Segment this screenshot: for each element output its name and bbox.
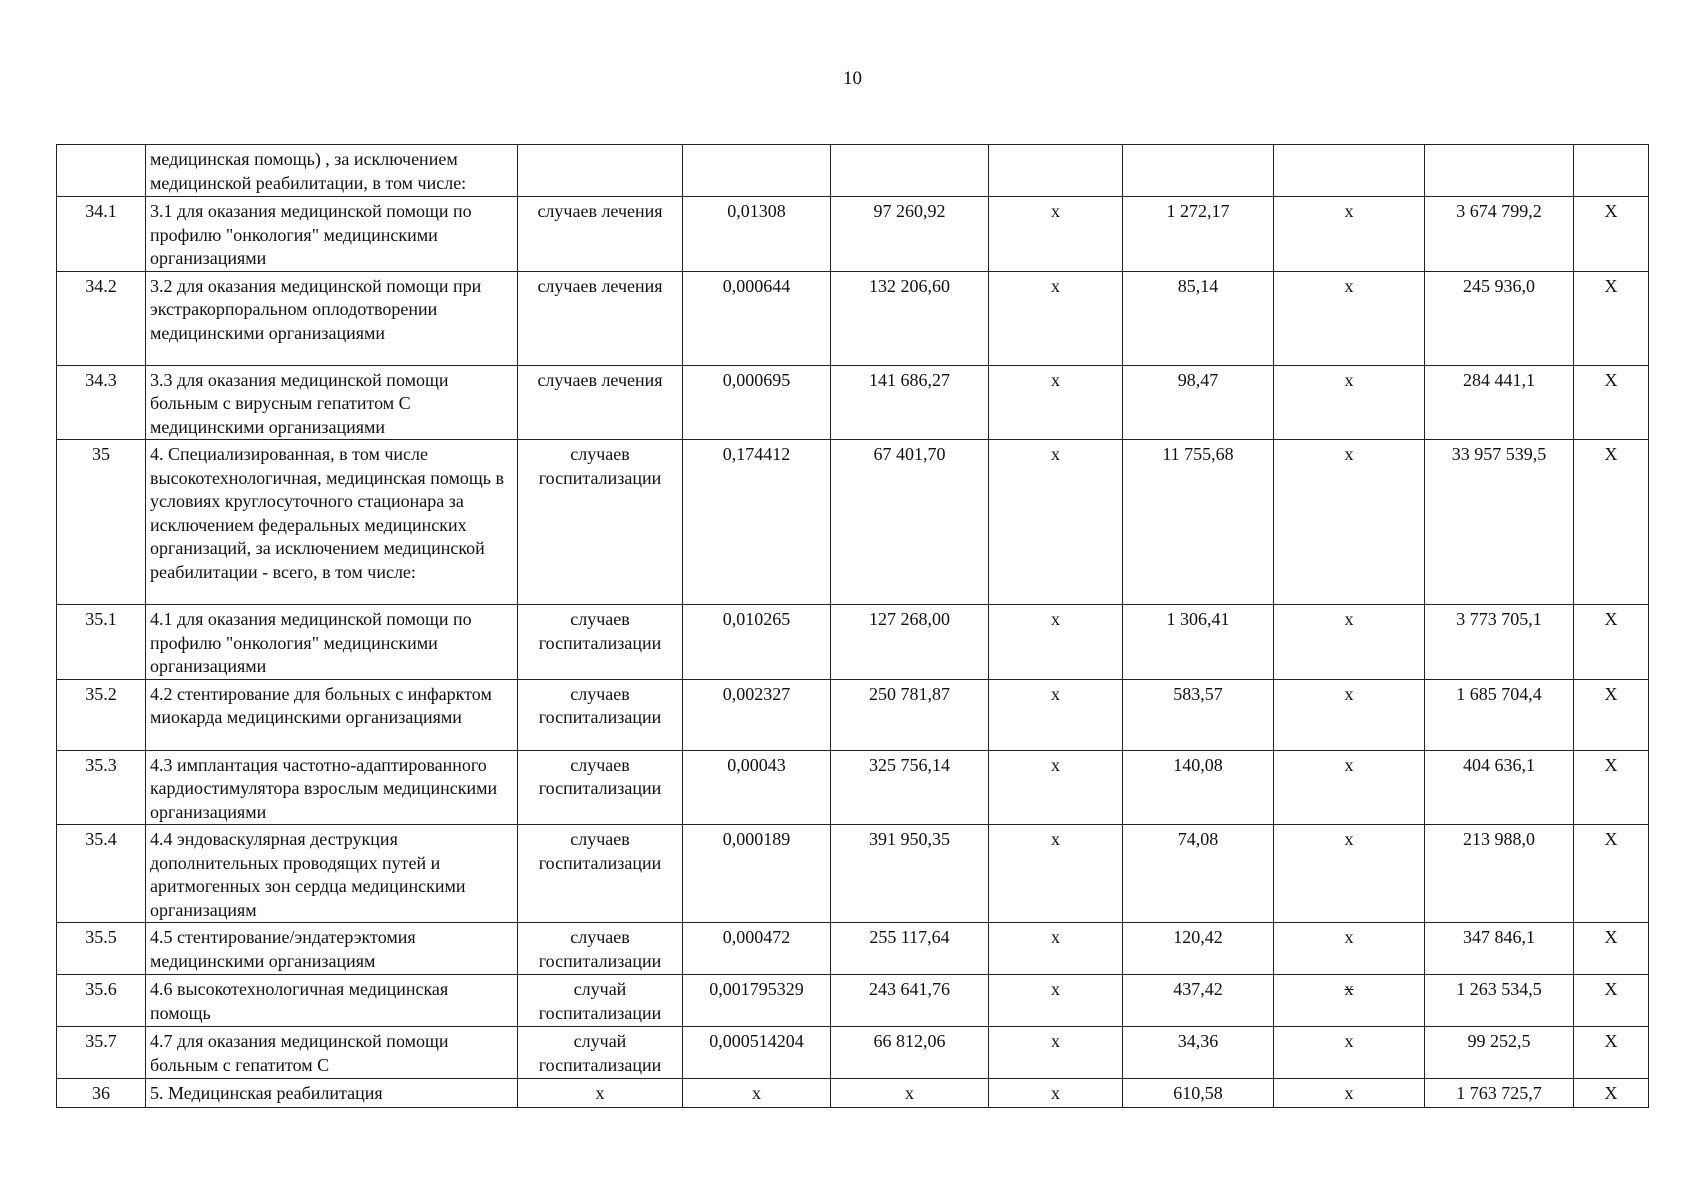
cost-cell: 243 641,76 bbox=[831, 975, 989, 1027]
row-name: 5. Медицинская реабилитация bbox=[146, 1079, 518, 1108]
x1-cell bbox=[989, 145, 1123, 197]
per-capita-cell: 98,47 bbox=[1123, 365, 1274, 440]
per-capita-cell: 34,36 bbox=[1123, 1027, 1274, 1079]
unit-cell: х bbox=[518, 1079, 683, 1108]
x2-cell: х bbox=[1274, 975, 1425, 1027]
row-number: 35.5 bbox=[57, 923, 146, 975]
x2-cell: х bbox=[1274, 679, 1425, 750]
x1-cell: х bbox=[989, 271, 1123, 365]
per-capita-cell: 583,57 bbox=[1123, 679, 1274, 750]
unit-cell: случаев лечения bbox=[518, 365, 683, 440]
row-name: 3.3 для оказания медицинской помощи больным с вирусным гепатитом С медицинскими организациями bbox=[146, 365, 518, 440]
unit-cell: случаев госпитализации bbox=[518, 605, 683, 680]
mark-cell: Х bbox=[1574, 923, 1649, 975]
per-capita-cell: 610,58 bbox=[1123, 1079, 1274, 1108]
unit-cell: случаев госпитализации bbox=[518, 679, 683, 750]
table-row bbox=[57, 605, 1649, 680]
row-name: 4.5 стентирование/эндатерэктомия медицинскими организациям bbox=[146, 923, 518, 975]
x1-cell: х bbox=[989, 679, 1123, 750]
row-name: 3.1 для оказания медицинской помощи по профилю "онкология" медицинскими организациями bbox=[146, 197, 518, 272]
cost-cell: 66 812,06 bbox=[831, 1027, 989, 1079]
unit-cell: случаев госпитализации bbox=[518, 440, 683, 605]
cost-cell: 67 401,70 bbox=[831, 440, 989, 605]
row-name: 4. Специализированная, в том числе высокотехнологичная, медицинская помощь в условиях круглосуточного стационара за исключением федеральных медицинских организаций, за исключением медицинской реабилитации - всего, в том числе: bbox=[146, 440, 518, 605]
total-cell: 3 773 705,1 bbox=[1425, 605, 1574, 680]
unit-cell: случай госпитализации bbox=[518, 1027, 683, 1079]
mark-cell: Х bbox=[1574, 975, 1649, 1027]
x1-cell: х bbox=[989, 440, 1123, 605]
norm-cell: 0,174412 bbox=[683, 440, 831, 605]
norm-cell: х bbox=[683, 1079, 831, 1108]
page-number: 10 bbox=[843, 68, 862, 89]
cost-cell: 250 781,87 bbox=[831, 679, 989, 750]
x2-cell: х bbox=[1274, 1027, 1425, 1079]
x2-cell: х bbox=[1274, 750, 1425, 825]
norm-cell: 0,002327 bbox=[683, 679, 831, 750]
cost-cell: 132 206,60 bbox=[831, 271, 989, 365]
row-number: 35.1 bbox=[57, 605, 146, 680]
total-cell: 33 957 539,5 bbox=[1425, 440, 1574, 605]
total-cell: 213 988,0 bbox=[1425, 825, 1574, 923]
mark-cell: Х bbox=[1574, 1027, 1649, 1079]
total-cell: 245 936,0 bbox=[1425, 271, 1574, 365]
per-capita-cell: 11 755,68 bbox=[1123, 440, 1274, 605]
per-capita-cell: 437,42 bbox=[1123, 975, 1274, 1027]
cost-cell: 325 756,14 bbox=[831, 750, 989, 825]
row-name: 4.7 для оказания медицинской помощи больным с гепатитом С bbox=[146, 1027, 518, 1079]
total-cell: 3 674 799,2 bbox=[1425, 197, 1574, 272]
mark-cell bbox=[1574, 145, 1649, 197]
unit-cell bbox=[518, 145, 683, 197]
row-name: 4.1 для оказания медицинской помощи по профилю "онкология" медицинскими организациями bbox=[146, 605, 518, 680]
x1-cell: х bbox=[989, 975, 1123, 1027]
norm-cell: 0,000644 bbox=[683, 271, 831, 365]
table-row bbox=[57, 679, 1649, 750]
x1-cell: х bbox=[989, 605, 1123, 680]
unit-cell: случаев лечения bbox=[518, 197, 683, 272]
x1-cell: х bbox=[989, 825, 1123, 923]
mark-cell: Х bbox=[1574, 365, 1649, 440]
total-cell: 1 685 704,4 bbox=[1425, 679, 1574, 750]
mark-cell: Х bbox=[1574, 440, 1649, 605]
table-row bbox=[57, 825, 1649, 923]
unit-cell: случай госпитализации bbox=[518, 975, 683, 1027]
x1-cell: х bbox=[989, 750, 1123, 825]
cost-cell: 97 260,92 bbox=[831, 197, 989, 272]
total-cell: 1 263 534,5 bbox=[1425, 975, 1574, 1027]
mark-cell: Х bbox=[1574, 750, 1649, 825]
norm-cell: 0,000189 bbox=[683, 825, 831, 923]
cost-cell: 391 950,35 bbox=[831, 825, 989, 923]
row-number: 35.6 bbox=[57, 975, 146, 1027]
row-name: 4.6 высокотехнологичная медицинская помощь bbox=[146, 975, 518, 1027]
per-capita-cell: 120,42 bbox=[1123, 923, 1274, 975]
cost-cell bbox=[831, 145, 989, 197]
row-name: 4.3 имплантация частотно-адаптированного кардиостимулятора взрослым медицинскими организациями bbox=[146, 750, 518, 825]
per-capita-cell bbox=[1123, 145, 1274, 197]
table-row bbox=[57, 271, 1649, 365]
unit-cell: случаев госпитализации bbox=[518, 750, 683, 825]
norm-cell: 0,00043 bbox=[683, 750, 831, 825]
mark-cell: Х bbox=[1574, 1079, 1649, 1108]
norm-cell: 0,000472 bbox=[683, 923, 831, 975]
x2-cell: х bbox=[1274, 440, 1425, 605]
x2-cell: х bbox=[1274, 1079, 1425, 1108]
x2-cell: х bbox=[1274, 365, 1425, 440]
x2-cell: х bbox=[1274, 271, 1425, 365]
unit-cell: случаев госпитализации bbox=[518, 825, 683, 923]
cost-cell: 127 268,00 bbox=[831, 605, 989, 680]
per-capita-cell: 1 306,41 bbox=[1123, 605, 1274, 680]
x2-cell: х bbox=[1274, 605, 1425, 680]
norm-cell: 0,001795329 bbox=[683, 975, 831, 1027]
table-row bbox=[57, 1079, 1649, 1108]
x1-cell: х bbox=[989, 365, 1123, 440]
table-body bbox=[57, 145, 1649, 1108]
data-table bbox=[56, 144, 1649, 1108]
per-capita-cell: 140,08 bbox=[1123, 750, 1274, 825]
table-row bbox=[57, 1027, 1649, 1079]
norm-cell: 0,01308 bbox=[683, 197, 831, 272]
x2-cell: х bbox=[1274, 923, 1425, 975]
mark-cell: Х bbox=[1574, 605, 1649, 680]
row-number: 35.4 bbox=[57, 825, 146, 923]
mark-cell: Х bbox=[1574, 679, 1649, 750]
per-capita-cell: 74,08 bbox=[1123, 825, 1274, 923]
table-row bbox=[57, 197, 1649, 272]
row-number: 34.2 bbox=[57, 271, 146, 365]
total-cell: 1 763 725,7 bbox=[1425, 1079, 1574, 1108]
table-row bbox=[57, 440, 1649, 605]
unit-cell: случаев госпитализации bbox=[518, 923, 683, 975]
total-cell: 284 441,1 bbox=[1425, 365, 1574, 440]
row-name: 4.2 стентирование для больных с инфарктом миокарда медицинскими организациями bbox=[146, 679, 518, 750]
cost-cell: 255 117,64 bbox=[831, 923, 989, 975]
row-number bbox=[57, 145, 146, 197]
mark-cell: Х bbox=[1574, 825, 1649, 923]
row-number: 36 bbox=[57, 1079, 146, 1108]
cost-cell: х bbox=[831, 1079, 989, 1108]
per-capita-cell: 85,14 bbox=[1123, 271, 1274, 365]
x1-cell: х bbox=[989, 1079, 1123, 1108]
norm-cell: 0,000514204 bbox=[683, 1027, 831, 1079]
table-row bbox=[57, 750, 1649, 825]
unit-cell: случаев лечения bbox=[518, 271, 683, 365]
total-cell bbox=[1425, 145, 1574, 197]
mark-cell: Х bbox=[1574, 271, 1649, 365]
total-cell: 404 636,1 bbox=[1425, 750, 1574, 825]
row-number: 35.7 bbox=[57, 1027, 146, 1079]
norm-cell: 0,010265 bbox=[683, 605, 831, 680]
row-number: 35.3 bbox=[57, 750, 146, 825]
x2-cell: х bbox=[1274, 197, 1425, 272]
mark-cell: Х bbox=[1574, 197, 1649, 272]
table-row bbox=[57, 145, 1649, 197]
total-cell: 99 252,5 bbox=[1425, 1027, 1574, 1079]
row-number: 35.2 bbox=[57, 679, 146, 750]
table-row bbox=[57, 975, 1649, 1027]
table-row bbox=[57, 365, 1649, 440]
table-row bbox=[57, 923, 1649, 975]
row-name: 3.2 для оказания медицинской помощи при экстракорпоральном оплодотворении медицинскими организациями bbox=[146, 271, 518, 365]
x2-cell bbox=[1274, 145, 1425, 197]
row-number: 35 bbox=[57, 440, 146, 605]
row-name: медицинская помощь) , за исключением медицинской реабилитации, в том числе: bbox=[146, 145, 518, 197]
x1-cell: х bbox=[989, 197, 1123, 272]
row-name: 4.4 эндоваскулярная деструкция дополнительных проводящих путей и аритмогенных зон сердца медицинскими организациям bbox=[146, 825, 518, 923]
cost-cell: 141 686,27 bbox=[831, 365, 989, 440]
total-cell: 347 846,1 bbox=[1425, 923, 1574, 975]
x2-cell: х bbox=[1274, 825, 1425, 923]
per-capita-cell: 1 272,17 bbox=[1123, 197, 1274, 272]
row-number: 34.1 bbox=[57, 197, 146, 272]
norm-cell: 0,000695 bbox=[683, 365, 831, 440]
x1-cell: х bbox=[989, 1027, 1123, 1079]
x1-cell: х bbox=[989, 923, 1123, 975]
norm-cell bbox=[683, 145, 831, 197]
row-number: 34.3 bbox=[57, 365, 146, 440]
